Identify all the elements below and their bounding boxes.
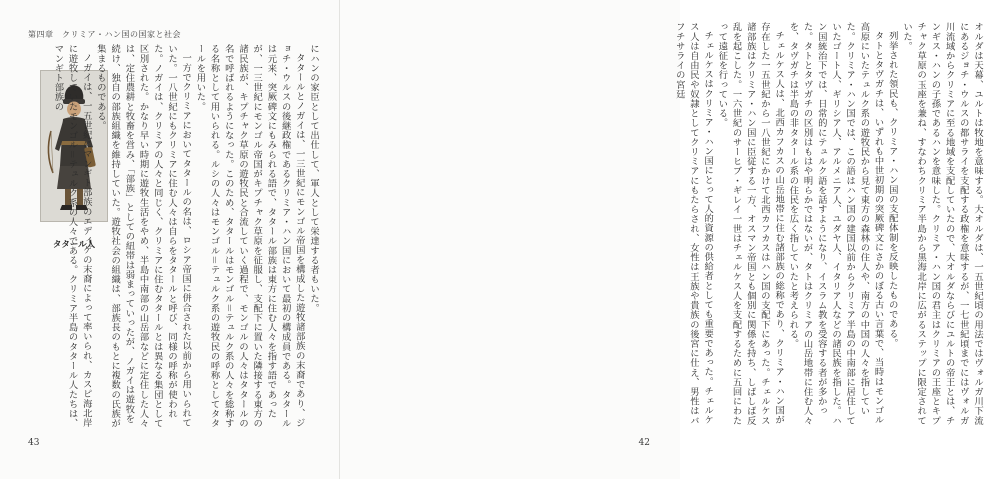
right-page-body-text (673, 22, 984, 430)
left-paragraph: ノガイは、一五世紀にマンギト部族のエディゲの末裔によって率いられ、カスピ海北岸に遊牧していたモンゴル＝テュルク系の人々である。クリミア半島のタタール人たちは、マンギト部族の (52, 44, 92, 428)
right-page (340, 0, 983, 479)
right-paragraph: オルダは天幕、ユルトは牧地を意味する。大オルダは、一五世紀頃の用法ではヴォルガ川下流にあるジョチ・ウルスの都サライを支配する政権を意味するが、一七世紀頃までにはヴォルガ川流域からクリミアに至る地域を支配していたので、大オルダならびにユルトの帝王とは、チンギス・ハンの子孫であるハンを意味した。クリミア・ハン国の君主はクリミアの王座とキプチャク草原の玉座を兼ね、すなわちクリミア半島から黒海北岸に広がるステップに限定されていた。 (900, 22, 983, 426)
right-paragraph: 列挙された領民も、クリミア・ハン国の支配体制を反映したものである。 (886, 31, 898, 349)
right-paragraph: タトとタヴガチは、いずれも中世初期の突厥碑文にさかのぼる古い言葉で、当時はモンゴル高原にいたテュルク系の遊牧民から見て東方の森林の住人や、南方の中国の人々を指していた。クリミア・ハン国では、この語はハン国の建国以前からクリミア半島の中南部に居住していたゴート人、ギリシア人、アルメニア人、ユダヤ人、イタリア人などの諸民族を指した。ハン国統治下では、日常的にテュルク語を話すようになり、イスラム教を受容する者が多かった。タトとタヴガチの区別はもはや明らかではないが、タトはクリミアの山岳地帯に住む人々を、タヴガチは半島の非タタール系の住民を広く指していたと考えられる。 (787, 22, 884, 426)
right-paragraph: チェルケスはクリミア・ハン国にとって人的資源の供給者としても重要であった。チェルケス人は自由民や奴隷としてクリミアにもたらされ、女性は王族や貴族の後宮に仕え、男性はバフチサライの宮廷 (673, 22, 714, 426)
left-paragraph: タタールとノガイは、一三世紀にモンゴル帝国を構成した遊牧諸部族の末裔であり、ジョチ・ウルスの後継政権であるクリミア・ハン国において最初の構成員である。タタールは元来、突厥碑文にもみられる語で、タタール部族は東方に住む人々を指す語であったが、一三世紀にモンゴル帝国がキプチャク草原を征服し、支配下に置いた隣接する東方の諸民族が、キプチャク草原の遊牧民と合流していく過程で、モンゴルの人々はタタールの名で呼ばれるようになった。このため、タタールはモンゴル＝テュルク系の人々を総称する名称として用いられる。ルシの人々はモンゴル＝テュルク系の遊牧民の呼称としてタタールを用いた。 (194, 44, 305, 428)
page-number-left: 43 (28, 438, 40, 448)
left-page-body-text (52, 44, 320, 430)
figure-caption: タタール人 (52, 240, 96, 250)
running-head: 第四章 クリミア・ハン国の国家と社会 (28, 30, 181, 39)
left-page (0, 0, 340, 479)
page-number-right: 42 (638, 438, 650, 448)
left-paragraph: 一方でクリミアにおいてタタールの名は、ロシア帝国に併合された以前から用いられていた。一八世紀にもクリミアに住む人々は自らをタタールと呼び、同様の呼称が使われた。ノガイは、クリミアの人々と同じく、クリミアに住むタタールとは異なる集団として区別された。かなり早い時期に遊牧生活をやめ、半島中南部の山岳部などに定住した人々は、定住農耕と牧畜を営み、「部族」としての紐帯は弱まっていったが、ノガイは遊牧を続け、独自の部族組織を維持していた。遊牧社会の組織は、部族長のもとに複数の氏族が集まるものである。 (94, 44, 192, 428)
right-paragraph: チェルケス人は、北西カフカスの山岳地帯に住む諸部族の総称であり、クリミア・ハン国が存在した一五世紀から一八世紀にかけて北西カフカスはハン国の支配下にあった。チェルケス諸部族はクリミア・ハン国に臣従する一方、オスマン帝国とも個別に関係を持ち、しばしば反乱を起こした。一六世紀のサーヒブ・ギレイ一世はチェルケス人を支配するために五回にわたって遠征を行っている。 (716, 22, 785, 426)
left-paragraph: にハンの家臣として出仕して、軍人として栄達する者もいた。 (308, 44, 319, 313)
